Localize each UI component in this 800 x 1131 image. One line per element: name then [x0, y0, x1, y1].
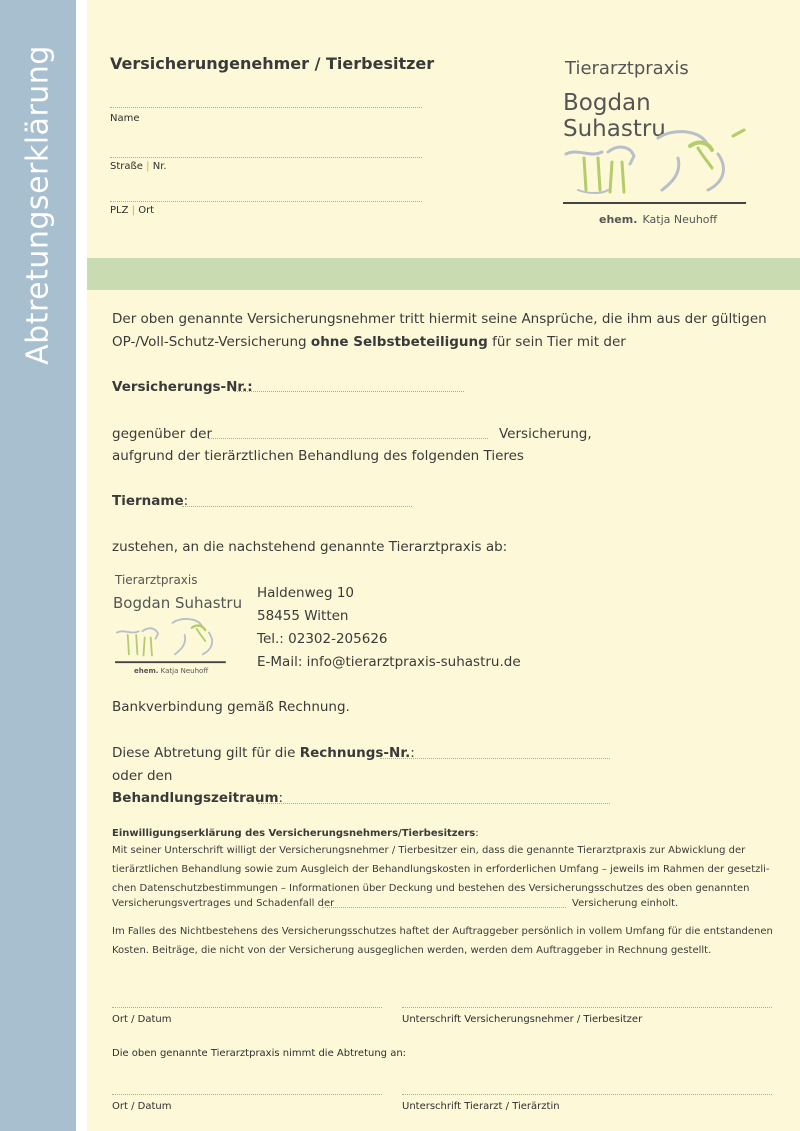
animal-sketch-icon — [558, 128, 753, 208]
zeitraum-label: Behandlungszeitraum: — [112, 790, 284, 806]
small-logo-line1: Tierarztpraxis — [115, 573, 198, 587]
plz-label: PLZ | Ort — [110, 205, 155, 216]
zustehen-text: zustehen, an die nachstehend genannte Tierarztpraxis ab: — [112, 539, 508, 555]
street-field-line[interactable] — [110, 157, 422, 158]
ort-datum-1-field[interactable] — [112, 1007, 382, 1008]
name-label: Name — [110, 113, 140, 124]
bank-text: Bankverbindung gemäß Rechnung. — [112, 699, 350, 715]
consent-line4b: Versicherung einholt. — [572, 898, 679, 909]
sidebar — [0, 0, 76, 1131]
logo-line1: Tierarztpraxis — [565, 58, 689, 79]
ort-datum-2-label: Ort / Datum — [112, 1101, 172, 1112]
sidebar-divider — [76, 0, 87, 1131]
sign-owner-label: Unterschrift Versicherungsnehmer / Tierbesitzer — [402, 1014, 643, 1025]
animal-sketch-small-icon — [112, 615, 230, 667]
acceptance-text: Die oben genannte Tierarztpraxis nimmt die Abtretung an: — [112, 1048, 407, 1059]
liability-line1: Im Falles des Nichtbestehens des Versicherungsschutzes haftet der Auftraggeber persönlich in vollem Umfang für die entstandenen — [112, 926, 773, 937]
address-street: Haldenweg 10 — [257, 585, 354, 601]
sign-vet-label: Unterschrift Tierarzt / Tierärztin — [402, 1101, 560, 1112]
intro-line1: Der oben genannte Versicherungsnehmer tritt hiermit seine Ansprüche, die ihm aus der gültigen — [112, 311, 767, 327]
green-band — [87, 258, 800, 290]
sign-owner-field[interactable] — [402, 1007, 772, 1008]
name-field-line[interactable] — [110, 107, 422, 108]
logo-ehem: ehem. Katja Neuhoff — [599, 213, 718, 226]
header-title: Versicherungenehmer / Tierbesitzer — [110, 54, 435, 73]
consent-line3: chen Datenschutzbestimmungen – Informationen über Deckung und bestehen des Versicherungsschutzes des oben genannten — [112, 883, 750, 894]
logo-line2: Bogdan Suhastru — [563, 90, 666, 142]
practice-logo — [558, 58, 758, 228]
insurer-field[interactable] — [208, 438, 488, 439]
address-email: E-Mail: info@tierarztpraxis-suhastru.de — [257, 654, 521, 670]
practice-logo-small — [112, 573, 243, 683]
consent-line2: tierärztlichen Behandlung sowie zum Ausgleich der Behandlungskosten in erforderlichen Umfang – jeweils im Rahmen der gesetzli- — [112, 864, 770, 875]
small-logo-line2: Bogdan Suhastru — [113, 594, 243, 612]
gegenueber-label: gegenüber der — [112, 426, 213, 442]
abtretung-line: Diese Abtretung gilt für die Rechnungs-Nr.: — [112, 745, 415, 761]
street-label: Straße | Nr. — [110, 161, 167, 172]
zeitraum-field[interactable] — [258, 803, 610, 804]
liability-line2: Kosten. Beiträge, die nicht von der Versicherung ausgeglichen werden, werden dem Auftraggeber in Rechnung gestellt. — [112, 945, 712, 956]
tiername-field[interactable] — [182, 506, 412, 507]
sign-vet-field[interactable] — [402, 1094, 772, 1095]
consent-line1: Mit seiner Unterschrift willigt der Versicherungsnehmer / Tierbesitzer ein, dass die genannte Tierarztpraxis zur Abwicklung der — [112, 845, 746, 856]
consent-line4a: Versicherungsvertrages und Schadenfall der — [112, 898, 335, 909]
ort-datum-1-label: Ort / Datum — [112, 1014, 172, 1025]
aufgrund-text: aufgrund der tierärztlichen Behandlung des folgenden Tieres — [112, 448, 524, 464]
oder-text: oder den — [112, 768, 173, 784]
tiername-label: Tiername: — [112, 493, 189, 509]
address-phone: Tel.: 02302-205626 — [257, 631, 388, 647]
consent-title: Einwilligungserklärung des Versicherungsnehmers/Tierbesitzers: — [112, 828, 479, 839]
ort-datum-2-field[interactable] — [112, 1094, 382, 1095]
insurance-nr-label: Versicherungs-Nr.: — [112, 379, 253, 395]
plz-field-line[interactable] — [110, 201, 422, 202]
small-logo-ehem: ehem. Katja Neuhoff — [134, 667, 209, 675]
address-city: 58455 Witten — [257, 608, 349, 624]
insurance-nr-field[interactable] — [234, 391, 464, 392]
rechnungs-nr-field[interactable] — [380, 758, 610, 759]
versicherung-label: Versicherung, — [499, 426, 592, 442]
consent-insurer-field[interactable] — [322, 907, 566, 908]
intro-line2: OP-/Voll-Schutz-Versicherung ohne Selbstbeteiligung für sein Tier mit der — [112, 334, 626, 350]
sidebar-title: Abtretungserklärung — [20, 45, 56, 365]
